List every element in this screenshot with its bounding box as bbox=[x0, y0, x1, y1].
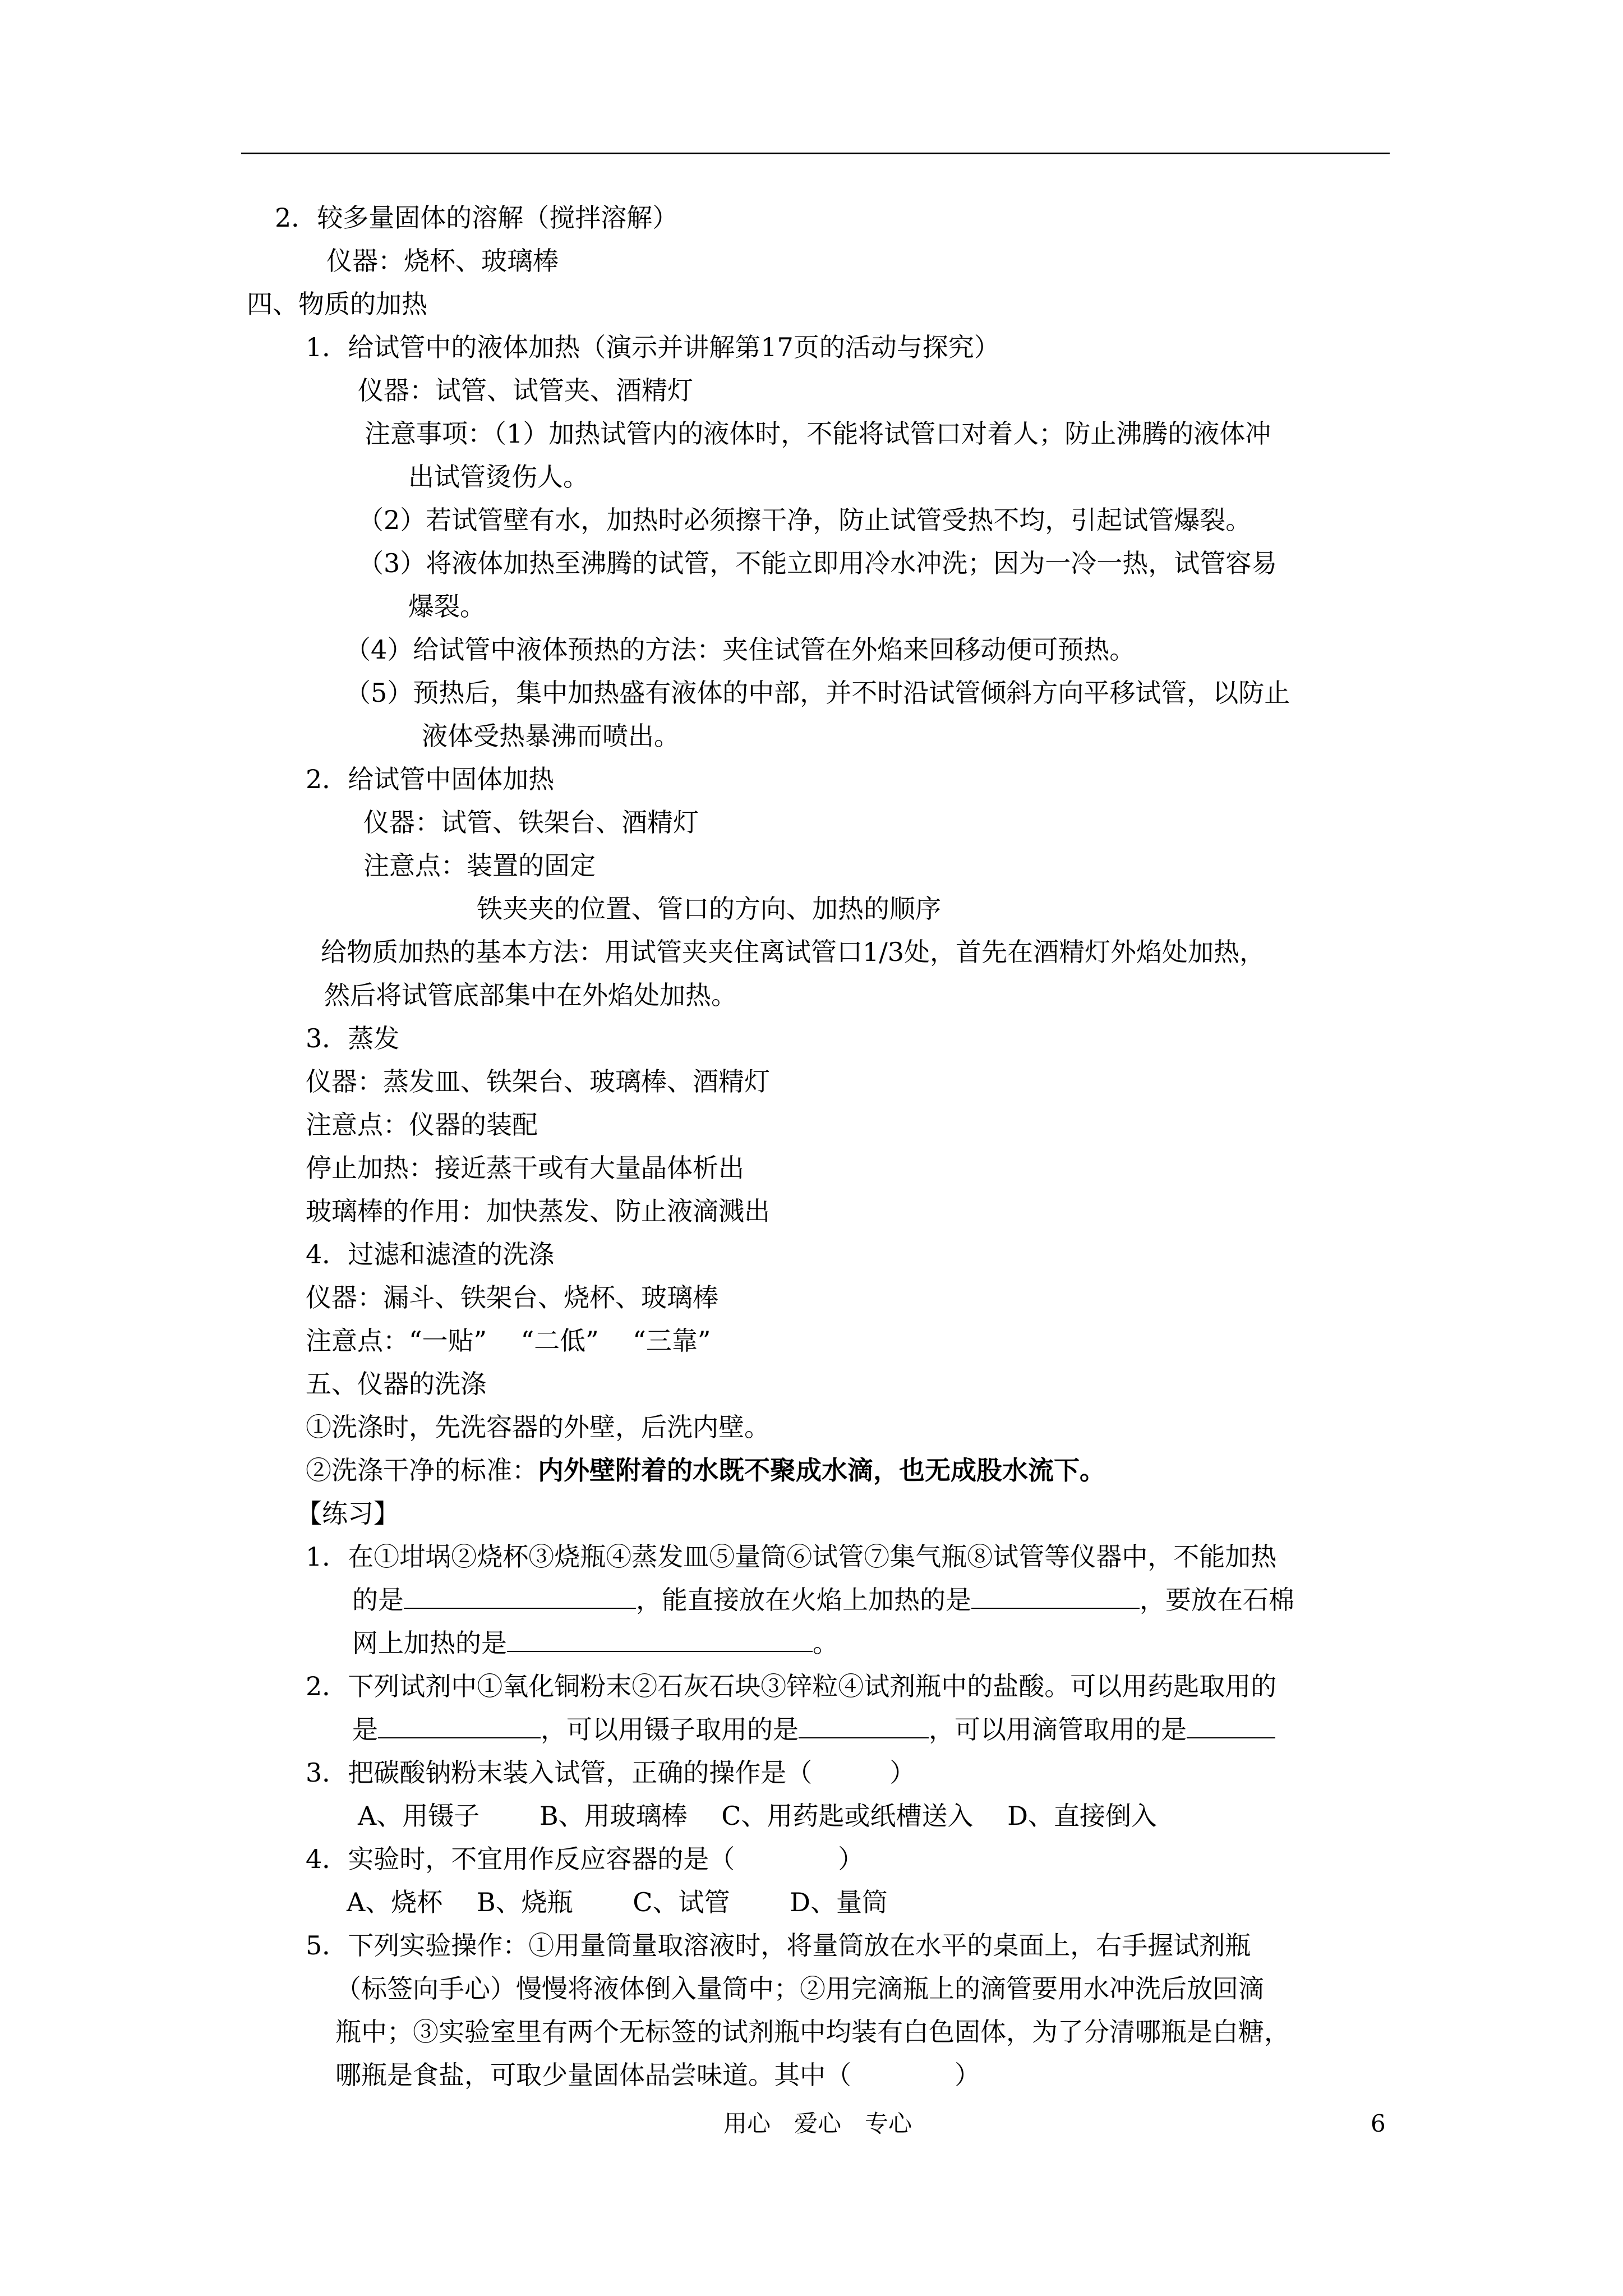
answer-blank[interactable] bbox=[971, 1583, 1140, 1609]
text-fragment: ，可以用滴管取用的是 bbox=[929, 1714, 1187, 1745]
text-line: 瓶中；③实验室里有两个无标签的试剂瓶中均装有白色固体，为了分清哪瓶是白糖， bbox=[335, 2017, 1290, 2047]
text-fragment: ，可以用镊子取用的是 bbox=[541, 1714, 799, 1745]
footer-motto: 用心 爱心 专心 bbox=[723, 2110, 912, 2137]
text-line: 仪器：烧杯、玻璃棒 bbox=[326, 246, 559, 276]
page-number: 6 bbox=[1371, 2110, 1386, 2137]
text-line: （2）若试管壁有水，加热时必须擦干净，防止试管受热不均，引起试管爆裂。 bbox=[358, 505, 1252, 535]
section-heading: 五、仪器的洗涤 bbox=[306, 1369, 486, 1399]
text-line: ①洗涤时，先洗容器的外壁，后洗内壁。 bbox=[306, 1412, 770, 1442]
text-line: 1．在①坩埚②烧杯③烧瓶④蒸发皿⑤量筒⑥试管⑦集气瓶⑧试管等仪器中，不能加热 bbox=[306, 1542, 1277, 1572]
text-line: 液体受热暴沸而喷出。 bbox=[422, 721, 680, 751]
text-line: （4）给试管中液体预热的方法：夹住试管在外焰来回移动便可预热。 bbox=[345, 634, 1136, 665]
answer-blank[interactable] bbox=[404, 1583, 636, 1609]
header-rule bbox=[241, 153, 1390, 154]
text-line: 2．给试管中固体加热 bbox=[306, 764, 555, 794]
text-fragment: ，要放在石棉 bbox=[1140, 1585, 1294, 1615]
text-line: 注意事项：（1）加热试管内的液体时，不能将试管口对着人；防止沸腾的液体冲 bbox=[365, 418, 1271, 449]
text-line: 爆裂。 bbox=[408, 591, 486, 622]
text-line: 铁夹夹的位置、管口的方向、加热的顺序 bbox=[477, 894, 941, 924]
text-line: 仪器：试管、铁架台、酒精灯 bbox=[363, 807, 699, 838]
text-line: A、用镊子 B、用玻璃棒 C、用药匙或纸槽送入 D、直接倒入 bbox=[358, 1801, 1157, 1831]
text-fragment: 是 bbox=[352, 1714, 378, 1745]
text-line bbox=[352, 1713, 1275, 1746]
section-heading: 四、物质的加热 bbox=[247, 289, 427, 319]
answer-blank[interactable] bbox=[378, 1713, 541, 1738]
text-line: 3．蒸发 bbox=[306, 1023, 400, 1053]
text-fragment: 。 bbox=[813, 1628, 838, 1658]
text-fragment: 的是 bbox=[352, 1585, 404, 1615]
text-fragment: ，能直接放在火焰上加热的是 bbox=[636, 1585, 971, 1615]
text-line: 仪器：漏斗、铁架台、烧杯、玻璃棒 bbox=[306, 1282, 718, 1313]
answer-blank[interactable] bbox=[1187, 1713, 1275, 1738]
text-line: 4．过滤和滤渣的洗涤 bbox=[306, 1239, 555, 1269]
text-line bbox=[306, 1453, 1105, 1487]
text-line: 2．较多量固体的溶解（搅拌溶解） bbox=[275, 203, 679, 233]
text-line: A、烧杯 B、烧瓶 C、试管 D、量筒 bbox=[347, 1887, 888, 1917]
text-fragment: 网上加热的是 bbox=[352, 1628, 507, 1658]
text-line bbox=[352, 1583, 1294, 1617]
answer-blank[interactable] bbox=[507, 1626, 813, 1652]
text-line: （标签向手心）慢慢将液体倒入量筒中；②用完滴瓶上的滴管要用水冲洗后放回滴 bbox=[335, 1973, 1264, 2004]
section-heading: 【练习】 bbox=[296, 1498, 399, 1529]
text-line: 玻璃棒的作用：加快蒸发、防止液滴溅出 bbox=[306, 1196, 770, 1226]
text-line: 4．实验时，不宜用作反应容器的是（ ） bbox=[306, 1844, 864, 1874]
label-text: ②洗涤干净的标准： bbox=[306, 1455, 538, 1485]
text-line: （5）预热后，集中加热盛有液体的中部，并不时沿试管倾斜方向平移试管，以防止 bbox=[345, 678, 1290, 708]
text-line: 注意点：仪器的装配 bbox=[306, 1110, 538, 1140]
text-line: 5．下列实验操作：①用量筒量取溶液时，将量筒放在水平的桌面上，右手握试剂瓶 bbox=[306, 1930, 1251, 1961]
text-line: 3．把碳酸钠粉末装入试管，正确的操作是（ ） bbox=[306, 1757, 916, 1788]
text-line: （3）将液体加热至沸腾的试管，不能立即用冷水冲洗；因为一冷一热，试管容易 bbox=[358, 548, 1278, 578]
text-line: 停止加热：接近蒸干或有大量晶体析出 bbox=[306, 1153, 744, 1183]
text-line: 哪瓶是食盐，可取少量固体品尝味道。其中（ ） bbox=[335, 2060, 980, 2090]
text-line bbox=[352, 1626, 838, 1660]
text-line: 仪器：试管、试管夹、酒精灯 bbox=[358, 375, 693, 406]
text-line: 仪器：蒸发皿、铁架台、玻璃棒、酒精灯 bbox=[306, 1066, 770, 1097]
text-line: 注意点：“一贴” “二低” “三靠” bbox=[306, 1326, 711, 1356]
text-line: 1．给试管中的液体加热（演示并讲解第17页的活动与探究） bbox=[306, 332, 1000, 362]
text-line: 注意点：装置的固定 bbox=[363, 850, 596, 881]
text-line: 然后将试管底部集中在外焰处加热。 bbox=[324, 980, 737, 1010]
text-line: 给物质加热的基本方法：用试管夹夹住离试管口1/3处，首先在酒精灯外焰处加热， bbox=[321, 937, 1266, 967]
text-line: 2．下列试剂中①氧化铜粉末②石灰石块③锌粒④试剂瓶中的盐酸。可以用药匙取用的 bbox=[306, 1671, 1277, 1701]
answer-blank[interactable] bbox=[799, 1713, 929, 1738]
bold-text: 内外壁附着的水既不聚成水滴，也无成股水流下。 bbox=[538, 1455, 1105, 1485]
text-line: 出试管烫伤人。 bbox=[408, 462, 589, 492]
